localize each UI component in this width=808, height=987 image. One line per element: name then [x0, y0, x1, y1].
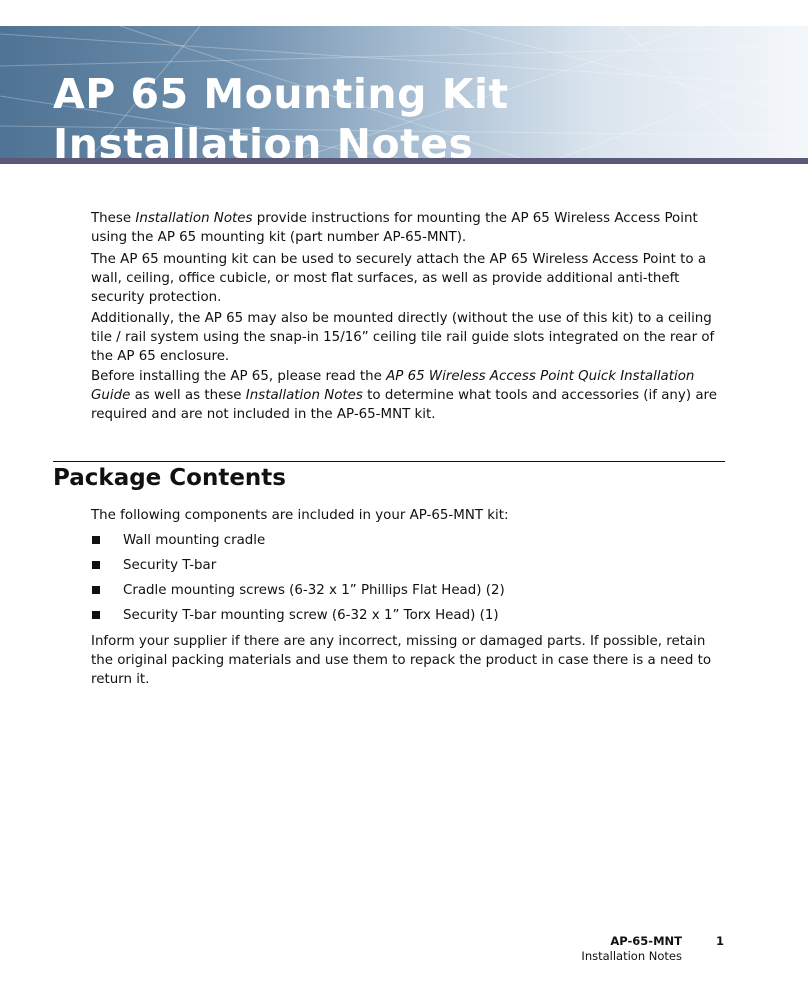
bullet-square-icon: [92, 536, 100, 544]
page-number: 1: [716, 934, 725, 948]
list-item-label: Security T-bar mounting screw (6-32 x 1” Torx Head) (1): [123, 608, 499, 623]
list-item-label: Wall mounting cradle: [123, 533, 266, 548]
text-run: as well as these: [130, 388, 246, 403]
package-closing-paragraph: Inform your supplier if there are any incorrect, missing or damaged parts. If possible, retain the original packing materials and use them to repack the product in case there is a need to return it.: [91, 634, 712, 687]
package-intro: The following components are included in your AP-65-MNT kit:: [91, 508, 509, 523]
intro-paragraph-4: [91, 367, 731, 424]
footer-doc-name: Installation Notes: [581, 949, 682, 963]
bullet-square-icon: [92, 586, 100, 594]
list-item: [91, 581, 731, 606]
list-item-label: Security T-bar: [123, 558, 217, 573]
page-footer: [581, 934, 682, 964]
intro-paragraph-1: [91, 209, 731, 247]
package-contents-list: [91, 531, 731, 631]
bullet-square-icon: [92, 611, 100, 619]
emphasis-text: Installation Notes: [245, 388, 363, 403]
text-run: Before installing the AP 65, please read the: [91, 369, 387, 384]
title-line-1: AP 65 Mounting Kit: [53, 70, 509, 118]
footer-doc-code: AP-65-MNT: [610, 934, 682, 948]
list-item: [91, 531, 731, 556]
emphasis-text: AP 65 Wireless Access Point Quick Installation Guide: [91, 369, 695, 403]
banner-underline: [0, 158, 808, 164]
emphasis-text: Installation Notes: [135, 211, 253, 226]
header-banner: [0, 26, 808, 158]
text-run: to determine what tools and accessories (if any) are required and are not included in the AP-65-MNT kit.: [91, 388, 717, 422]
list-item: [91, 606, 731, 631]
page-title: [53, 69, 509, 158]
intro-paragraph-3: Additionally, the AP 65 may also be mounted directly (without the use of this kit) to a ceiling tile / rail system using the snap-in 15/16” ceiling tile rail guide slots integrated on the rear of the AP 65 enclosure.: [91, 311, 715, 364]
text-run: provide instructions for mounting the AP 65 Wireless Access Point using the AP 65 mounting kit (part number AP-65-MNT).: [91, 211, 698, 245]
text-run: These: [91, 211, 136, 226]
intro-paragraph-2: The AP 65 mounting kit can be used to securely attach the AP 65 Wireless Access Point to a wall, ceiling, office cubicle, or most flat surfaces, as well as provide additional anti-theft security protection.: [91, 252, 707, 305]
list-item-label: Cradle mounting screws (6-32 x 1” Phillips Flat Head) (2): [123, 583, 505, 598]
bullet-square-icon: [92, 561, 100, 569]
title-line-2: Installation Notes: [53, 120, 474, 158]
section-heading-package-contents: Package Contents: [53, 465, 286, 491]
list-item: [91, 556, 731, 581]
